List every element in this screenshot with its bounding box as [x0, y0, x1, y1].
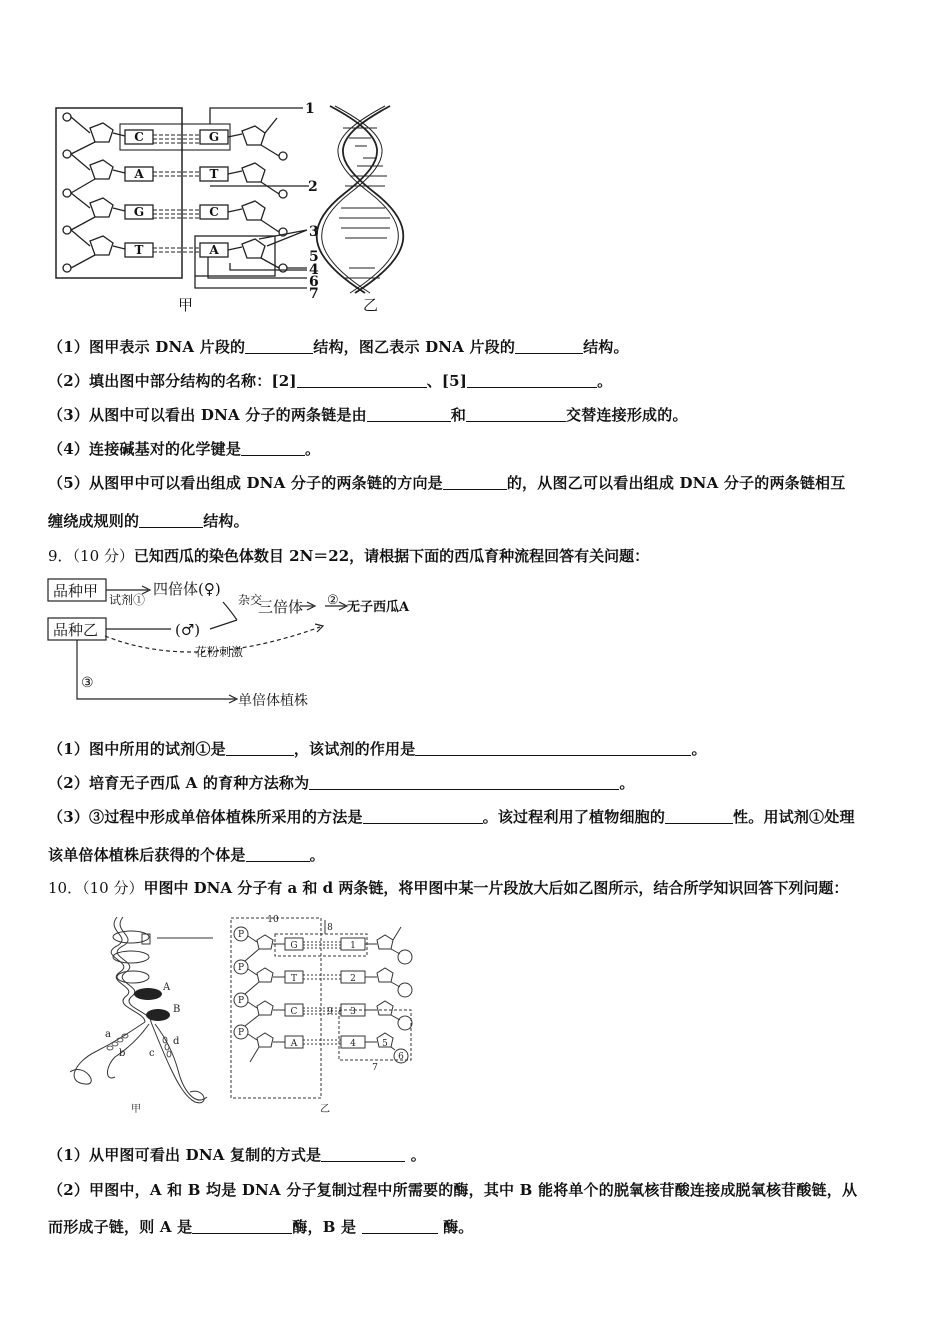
answer-blank[interactable]: [467, 373, 597, 388]
answer-blank[interactable]: [665, 809, 733, 824]
q8-item-3: （3）从图中可以看出 DNA 分子的两条链是由 和 交替连接形成的。: [48, 406, 688, 424]
q10-heading: 10．（10 分）甲图中 DNA 分子有 a 和 d 两条链，将甲图中某一片段放大后如乙图所示，结合所学知识回答下列问题：: [48, 879, 849, 897]
yi-base-1: G: [290, 941, 298, 951]
dna-leader-numbers: [305, 101, 319, 302]
label-6: 6: [309, 274, 319, 290]
enzyme-a-shape: [134, 988, 162, 1000]
flow-step-2: ②: [327, 593, 339, 608]
q10-item-2-cont: 而形成子链，则 A 是 酶，B 是 酶。: [48, 1218, 474, 1236]
base-right-4: A: [209, 243, 219, 257]
q9-item-3: （3）③过程中形成单倍体植株所采用的方法是 。该过程利用了植物细胞的 性。用试剂①处理: [48, 808, 855, 826]
base-right-2: T: [209, 167, 219, 181]
q8-item-5-cont: 缠绕成规则的 结构。: [48, 512, 249, 530]
base-right-1: G: [208, 130, 220, 144]
q9-item-1: （1）图中所用的试剂①是 ，该试剂的作用是 。: [48, 740, 707, 758]
flow-haploid: 单倍体植株: [238, 693, 308, 709]
answer-blank[interactable]: [245, 339, 313, 354]
label-4: 4: [309, 262, 319, 278]
yi-num-2: 2: [350, 974, 356, 984]
q8-item-4: （4）连接碱基对的化学键是 。: [48, 440, 321, 458]
base-right-3: C: [209, 205, 219, 219]
answer-blank[interactable]: [192, 1219, 292, 1234]
yi-num-5: 5: [382, 1039, 388, 1049]
flow-cross: 杂交: [238, 593, 263, 607]
yi-num-8: 8: [327, 923, 333, 933]
phosphate-1: P: [237, 930, 245, 940]
answer-blank[interactable]: [466, 407, 566, 422]
answer-blank[interactable]: [415, 741, 691, 756]
q9-item-2: （2）培育无子西瓜 A 的育种方法称为 。: [48, 774, 635, 792]
q10-item-1: （1）从甲图可看出 DNA 复制的方式是 。: [48, 1146, 426, 1164]
q8-item-2: （2）填出图中部分结构的名称：[2] 、[5] 。: [48, 372, 613, 390]
yi-num-7: 7: [372, 1063, 378, 1073]
yi-num-4: 4: [350, 1039, 356, 1049]
dna-jia-bases: [133, 130, 219, 257]
q10-item-2: （2）甲图中，A 和 B 均是 DNA 分子复制过程中所需要的酶，其中 B 能将单个的脱氧核苷酸连接成脱氧核苷酸链，从: [48, 1181, 858, 1199]
yi-num-9: 9: [327, 1007, 333, 1017]
yi-num-1: 1: [350, 941, 356, 951]
yi-base-3: C: [290, 1007, 298, 1017]
q9-item-3-cont: 该单倍体植株后获得的个体是 。: [48, 846, 325, 864]
label-1: 1: [305, 101, 315, 117]
q8-item-1: （1）图甲表示 DNA 片段的 结构，图乙表示 DNA 片段的 结构。: [48, 338, 629, 356]
dna-structure-figure: [45, 98, 405, 313]
label-3: 3: [309, 224, 319, 240]
answer-blank[interactable]: [297, 373, 427, 388]
yi-num-10: 10: [267, 915, 279, 925]
answer-blank[interactable]: [363, 809, 483, 824]
watermelon-breeding-flowchart: [45, 572, 445, 722]
q9-heading: 9．（10 分）已知西瓜的染色体数目 2N＝22，请根据下面的西瓜育种流程回答有关问题：: [48, 547, 650, 565]
flow-step-3: ③: [81, 675, 94, 691]
label-b: b: [119, 1048, 126, 1059]
answer-blank[interactable]: [241, 441, 305, 456]
flow-pollen: 花粉刺激: [195, 645, 244, 659]
flow-tetraploid: 四倍体(♀): [153, 580, 221, 598]
answer-blank[interactable]: [226, 741, 294, 756]
yi-base-2: T: [290, 974, 298, 984]
label-B: B: [173, 1004, 181, 1015]
base-left-4: T: [134, 243, 144, 257]
phosphate-2: P: [237, 963, 245, 973]
flow-reagent: 试剂①: [109, 593, 146, 607]
answer-blank[interactable]: [515, 339, 583, 354]
label-a: a: [105, 1029, 111, 1040]
flow-triploid: 三倍体: [258, 598, 304, 616]
yi-num-6: 6: [398, 1052, 404, 1062]
base-left-3: G: [133, 205, 145, 219]
label-7: 7: [309, 286, 319, 302]
label-5: 5: [309, 249, 319, 265]
label-jia: 甲: [178, 296, 194, 313]
q8-item-5: （5）从图甲中可以看出组成 DNA 分子的两条链的方向是 的，从图乙可以看出组成 DNA 分子的两条链相互: [48, 474, 846, 492]
yi-num-3: 3: [350, 1007, 356, 1017]
label-2: 2: [308, 179, 318, 195]
answer-blank[interactable]: [367, 407, 451, 422]
label-yi: 乙: [363, 296, 379, 313]
phosphate-3: P: [237, 996, 245, 1006]
answer-blank[interactable]: [362, 1219, 438, 1234]
answer-blank[interactable]: [443, 475, 507, 490]
yi-base-4: A: [290, 1039, 298, 1049]
label-A: A: [163, 982, 171, 993]
base-left-1: C: [134, 130, 144, 144]
enzyme-b-shape: [146, 1009, 170, 1021]
flow-variety-a: 品种甲: [53, 582, 99, 600]
phosphate-4: P: [237, 1028, 245, 1038]
flow-seedless: 无子西瓜A: [347, 600, 410, 615]
answer-blank[interactable]: [321, 1147, 405, 1162]
label-yi-2: 乙: [320, 1104, 330, 1115]
label-jia-2: 甲: [131, 1104, 141, 1115]
flow-male: (♂): [175, 621, 201, 639]
answer-blank[interactable]: [246, 847, 310, 862]
answer-blank[interactable]: [309, 775, 619, 790]
dna-replication-figure: [45, 912, 425, 1117]
flow-variety-b: 品种乙: [53, 621, 99, 639]
answer-blank[interactable]: [139, 513, 203, 528]
label-d: d: [173, 1036, 180, 1047]
label-c: c: [149, 1048, 155, 1059]
base-left-2: A: [134, 167, 144, 181]
